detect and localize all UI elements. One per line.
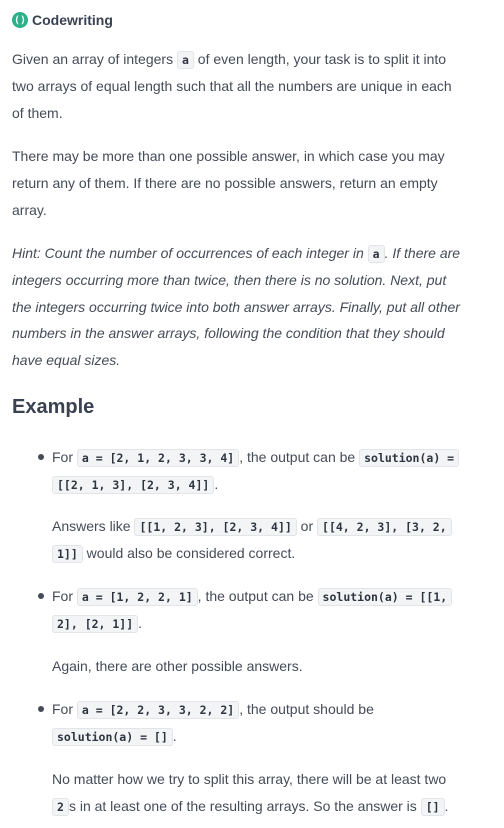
inline-code: [[1, 2, 3], [2, 3, 4]] bbox=[134, 518, 296, 536]
inline-code: 2 bbox=[52, 798, 69, 816]
brand-title: Codewriting bbox=[32, 12, 113, 28]
list-bullet bbox=[38, 706, 44, 712]
example-3-note-line-1: No matter how we try to split this array, there will be at least two bbox=[52, 771, 447, 787]
header bbox=[12, 12, 113, 28]
example-heading: Example bbox=[12, 396, 95, 418]
example-3-line-2: solution(a) = [] . bbox=[52, 723, 504, 751]
para2-line-2: return any of them. If there are no possible answers, return an empty bbox=[12, 175, 438, 191]
example-2-line-2: 2], [2, 1]] . bbox=[52, 610, 504, 638]
intro-line-2: two arrays of equal length such that all the numbers are unique in each bbox=[12, 78, 452, 94]
inline-code: [[2, 1, 3], [2, 3, 4]] bbox=[52, 476, 214, 494]
para2-line-3: array. bbox=[12, 202, 47, 218]
para2-line-1: There may be more than one possible answer, in which case you may bbox=[12, 148, 445, 164]
list-bullet bbox=[38, 454, 44, 460]
example-1-note-line-1: Answers like [[1, 2, 3], [2, 3, 4]] or [[4, 2, 3], [3, 2, bbox=[52, 513, 504, 541]
inline-code: a = [1, 2, 2, 1] bbox=[77, 588, 198, 606]
inline-code: solution(a) = [] bbox=[52, 728, 173, 746]
hint-line-5: have equal sizes. bbox=[12, 352, 121, 368]
inline-code: a bbox=[368, 245, 385, 263]
hint-line-1: Hint: Count the number of occurrences of each integer in a . If there are bbox=[12, 245, 461, 261]
example-2-note: Again, there are other possible answers. bbox=[52, 658, 303, 674]
inline-code: a = [2, 2, 3, 3, 2, 2] bbox=[77, 701, 239, 719]
inline-code: [[4, 2, 3], [3, 2, bbox=[317, 518, 452, 536]
inline-code: 2], [2, 1]] bbox=[52, 615, 138, 633]
example-1-line-2: [[2, 1, 3], [2, 3, 4]] . bbox=[52, 471, 504, 499]
list-bullet bbox=[38, 593, 44, 599]
example-1-line-1: For a = [2, 1, 2, 3, 3, 4] , the output can be solution(a) = bbox=[52, 444, 504, 472]
inline-code: a = [2, 1, 2, 3, 3, 4] bbox=[77, 449, 239, 467]
example-1-note-line-2: 1]] would also be considered correct. bbox=[52, 540, 504, 568]
inline-code: solution(a) = bbox=[359, 449, 459, 467]
inline-code: 1]] bbox=[52, 545, 83, 563]
example-3-note-line-2: 2 s in at least one of the resulting arrays. So the answer is [] . bbox=[52, 793, 504, 821]
hint-line-2: integers occurring more than twice, then there is no solution. Next, put bbox=[12, 272, 447, 288]
hint-line-3: the integers occurring twice into both answer arrays. Finally, put all other bbox=[12, 299, 460, 315]
inline-code: solution(a) = [[1, bbox=[318, 588, 453, 606]
example-2-line-1: For a = [1, 2, 2, 1] , the output can be solution(a) = [[1, bbox=[52, 583, 504, 611]
intro-line-1: Given an array of integers a of even length, your task is to split it into bbox=[12, 51, 447, 67]
intro-line-3: of them. bbox=[12, 105, 63, 121]
hint-line-4: numbers in the answer arrays, following the condition that they should bbox=[12, 325, 445, 341]
inline-code: [] bbox=[421, 798, 445, 816]
codewriting-logo-icon: () bbox=[12, 12, 28, 28]
inline-code: a bbox=[177, 51, 194, 69]
example-3-line-1: For a = [2, 2, 3, 3, 2, 2] , the output should be bbox=[52, 701, 374, 717]
